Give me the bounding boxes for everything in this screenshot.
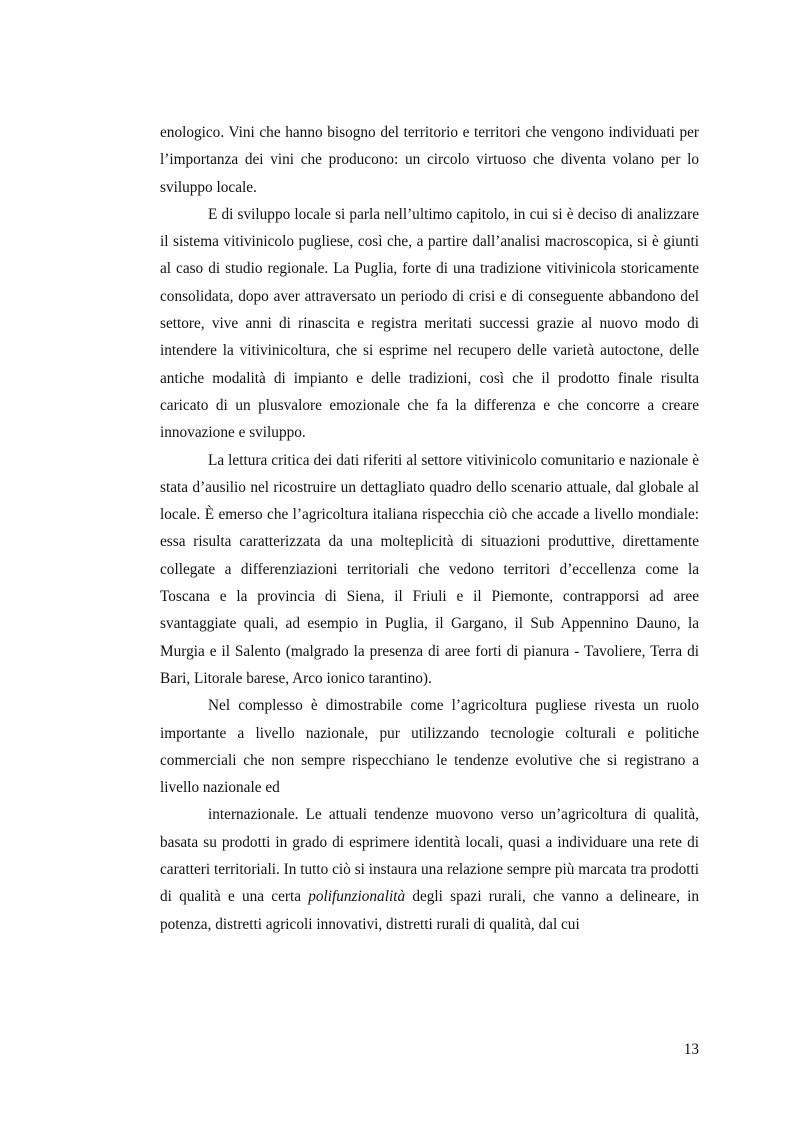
page-number: 13 — [683, 1041, 699, 1058]
paragraph-2: E di sviluppo locale si parla nell’ultimo capitolo, in cui si è deciso di analizzare il sistema vitivinicolo pugliese, così che, a partire dall’analisi macroscopica, si è giunti al caso di studio regionale. La Puglia, forte di una tradizione vitivinicola storicamente consolidata, dopo aver attraversato un periodo di crisi e di conseguente abbandono del settore, vive anni di rinascita e registra meritati successi grazie al nuovo modo di intendere la vitivinicoltura, che si esprime nel recupero delle varietà autoctone, delle antiche modalità di impianto e delle tradizioni, così che il prodotto finale risulta caricato di un plusvalore emozionale che fa la differenza e che concorre a creare innovazione e sviluppo. — [160, 205, 699, 442]
body-text — [160, 119, 699, 938]
paragraph-3: La lettura critica dei dati riferiti al settore vitivinicolo comunitario e nazionale è stata d’ausilio nel ricostruire un dettagliato quadro dello scenario attuale, dal globale al locale. È emerso che l’agricoltura italiana rispecchia ciò che accade a livello mondiale: essa risulta caratterizzata da una molteplicità di situazioni produttive, direttamente collegate a differenziazioni territoriali che vedono territori d’eccellenza come la Toscana e la provincia di Siena, il Friuli e il Piemonte, contrapporsi ad aree svantaggiate quali, ad esempio in Puglia, il Gargano, il Sub Appennino Dauno, la Murgia e il Salento (malgrado la presenza di aree forti di pianura - Tavoliere, Terra di Bari, Litorale barese, Arco ionico tarantino). — [160, 451, 699, 687]
paragraph-4: Nel complesso è dimostrabile come l’agricoltura pugliese rivesta un ruolo importante a livello nazionale, pur utilizzando tecnologie colturali e politiche commerciali che non sempre rispecchiano le tendenze evolutive che si registrano a livello nazionale ed — [160, 697, 699, 797]
paragraph-5-italic-term: polifunzionalità — [308, 888, 406, 906]
paragraph-5-text-before: internazionale. Le attuali tendenze muovono verso un’agricoltura di qualità, basata su prodotti in grado di esprimere identità locali, quasi a individuare una rete di caratteri territoriali. In tutto ciò si instaura una relazione sempre più marcata tra prodotti di qualità e una certa — [160, 806, 699, 906]
paragraph-1: enologico. Vini che hanno bisogno del territorio e territori che vengono individuati per l’importanza dei vini che producono: un circolo virtuoso che diventa volano per lo sviluppo locale. — [160, 124, 699, 196]
paragraph-5-text-after: degli spazi rurali, che vanno a delineare, in potenza, distretti agricoli innovativi, distretti rurali di qualità, dal cui — [160, 888, 700, 933]
paragraph-5 — [160, 801, 699, 937]
